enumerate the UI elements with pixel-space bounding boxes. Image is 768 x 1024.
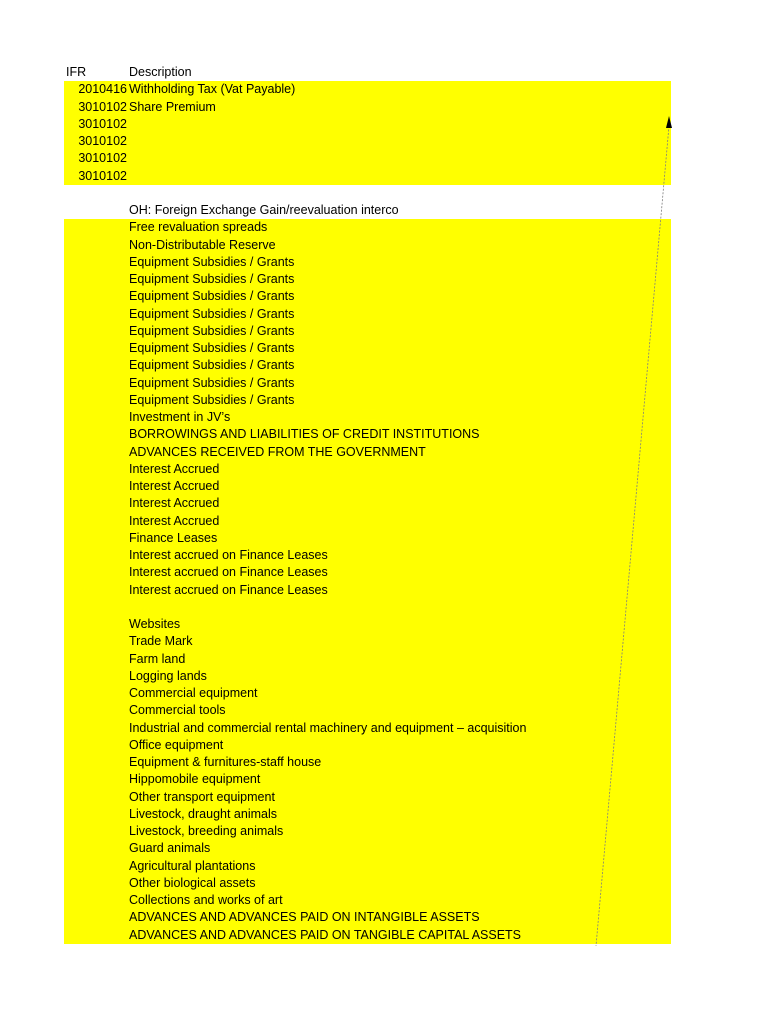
table-row (64, 599, 671, 616)
description-cell: Agricultural plantations (129, 858, 256, 873)
table-row (64, 702, 671, 719)
description-cell: Guard animals (129, 841, 211, 856)
table-row (64, 633, 671, 650)
table-row (64, 582, 671, 599)
table-row (64, 81, 671, 98)
description-cell: Non-Distributable Reserve (129, 237, 276, 252)
description-cell: Interest Accrued (129, 496, 220, 511)
table-row (64, 875, 671, 892)
description-cell: Farm land (129, 651, 186, 666)
description-cell: OH: Foreign Exchange Gain/reevaluation interco (129, 203, 399, 217)
description-cell: Trade Mark (129, 634, 193, 649)
table-row (64, 357, 671, 374)
description-cell: Industrial and commercial rental machinery and equipment – acquisition (129, 720, 527, 735)
description-cell: Equipment Subsidies / Grants (129, 272, 295, 286)
description-cell: Withholding Tax (Vat Payable) (129, 82, 296, 97)
table-row (64, 806, 671, 823)
table-row (64, 99, 671, 116)
table-row (64, 150, 671, 167)
description-cell: ADVANCES AND ADVANCES PAID ON TANGIBLE CAPITAL ASSETS (129, 927, 522, 942)
table-row (64, 789, 671, 806)
table-row (64, 426, 671, 443)
table-row (64, 237, 671, 254)
ifr-cell: 3010102 (78, 116, 127, 131)
description-cell: Investment in JV’s (129, 410, 231, 424)
table-row (64, 616, 671, 633)
description-cell: Equipment Subsidies / Grants (129, 323, 295, 338)
table-row (64, 685, 671, 702)
table-row (64, 927, 671, 944)
description-cell: Share Premium (129, 99, 216, 114)
table-row (64, 840, 671, 857)
table-row (64, 461, 671, 478)
header-row (64, 64, 671, 81)
description-cell: Interest accrued on Finance Leases (129, 565, 328, 580)
description-cell: Interest accrued on Finance Leases (129, 582, 328, 597)
table-row (64, 168, 671, 185)
ifr-cell: 3010102 (78, 99, 127, 114)
table-row (64, 892, 671, 909)
table-row (64, 409, 671, 426)
table-row (64, 340, 671, 357)
description-cell: Equipment Subsidies / Grants (129, 306, 295, 321)
description-cell: Equipment Subsidies / Grants (129, 341, 295, 355)
description-cell: Interest Accrued (129, 479, 220, 493)
table-row (64, 858, 671, 875)
table-row (64, 254, 671, 271)
description-cell: Livestock, breeding animals (129, 824, 284, 838)
description-cell: Equipment Subsidies / Grants (129, 392, 295, 407)
table-row (64, 530, 671, 547)
table-row (64, 495, 671, 512)
description-column-header: Description (129, 65, 192, 79)
description-cell: Interest accrued on Finance Leases (129, 548, 328, 562)
table-row (64, 651, 671, 668)
table-row (64, 444, 671, 461)
description-cell: Livestock, draught animals (129, 806, 277, 821)
description-cell: Hippomobile equipment (129, 772, 261, 787)
description-cell: Websites (129, 617, 181, 631)
description-cell: Equipment Subsidies / Grants (129, 358, 295, 373)
table-row (64, 823, 671, 840)
spreadsheet (64, 64, 671, 944)
table-row (64, 392, 671, 409)
table-row (64, 771, 671, 788)
table-row (64, 478, 671, 495)
description-cell: Other biological assets (129, 875, 256, 890)
table-row (64, 564, 671, 581)
table-row (64, 668, 671, 685)
description-cell: Other transport equipment (129, 789, 275, 804)
description-cell: Finance Leases (129, 530, 218, 545)
ifr-cell: 3010102 (78, 151, 127, 166)
ifr-cell: 3010102 (78, 134, 127, 148)
description-cell: Interest Accrued (129, 513, 220, 528)
description-cell: Equipment Subsidies / Grants (129, 254, 295, 269)
description-cell: ADVANCES RECEIVED FROM THE GOVERNMENT (129, 444, 426, 459)
table-row (64, 288, 671, 305)
description-cell: Commercial equipment (129, 686, 258, 700)
table-row (64, 547, 671, 564)
description-cell: Commercial tools (129, 703, 226, 718)
table-row (64, 323, 671, 340)
ifr-cell: 3010102 (78, 168, 127, 183)
description-cell: BORROWINGS AND LIABILITIES OF CREDIT INSTITUTIONS (129, 427, 480, 442)
table-row (64, 133, 671, 150)
table-body (64, 81, 671, 944)
table-row (64, 737, 671, 754)
table-row (64, 185, 671, 202)
description-cell: Free revaluation spreads (129, 220, 268, 235)
description-cell: Logging lands (129, 668, 207, 683)
ifr-cell: 2010416 (78, 82, 127, 97)
description-cell: ADVANCES AND ADVANCES PAID ON INTANGIBLE ASSETS (129, 910, 480, 925)
table-row (64, 513, 671, 530)
description-cell: Interest Accrued (129, 461, 220, 476)
description-cell: Equipment Subsidies / Grants (129, 375, 295, 390)
table-row (64, 306, 671, 323)
table-row (64, 375, 671, 392)
ifr-column-header: IFR (66, 65, 87, 79)
table-row (64, 219, 671, 236)
table-row (64, 271, 671, 288)
table-row (64, 202, 671, 219)
table-row (64, 754, 671, 771)
description-cell: Collections and works of art (129, 893, 283, 907)
description-cell: Equipment Subsidies / Grants (129, 289, 295, 304)
table-row (64, 720, 671, 737)
description-cell: Equipment & furnitures-staff house (129, 755, 322, 769)
description-cell: Office equipment (129, 737, 224, 752)
table-row (64, 116, 671, 133)
table-row (64, 909, 671, 926)
